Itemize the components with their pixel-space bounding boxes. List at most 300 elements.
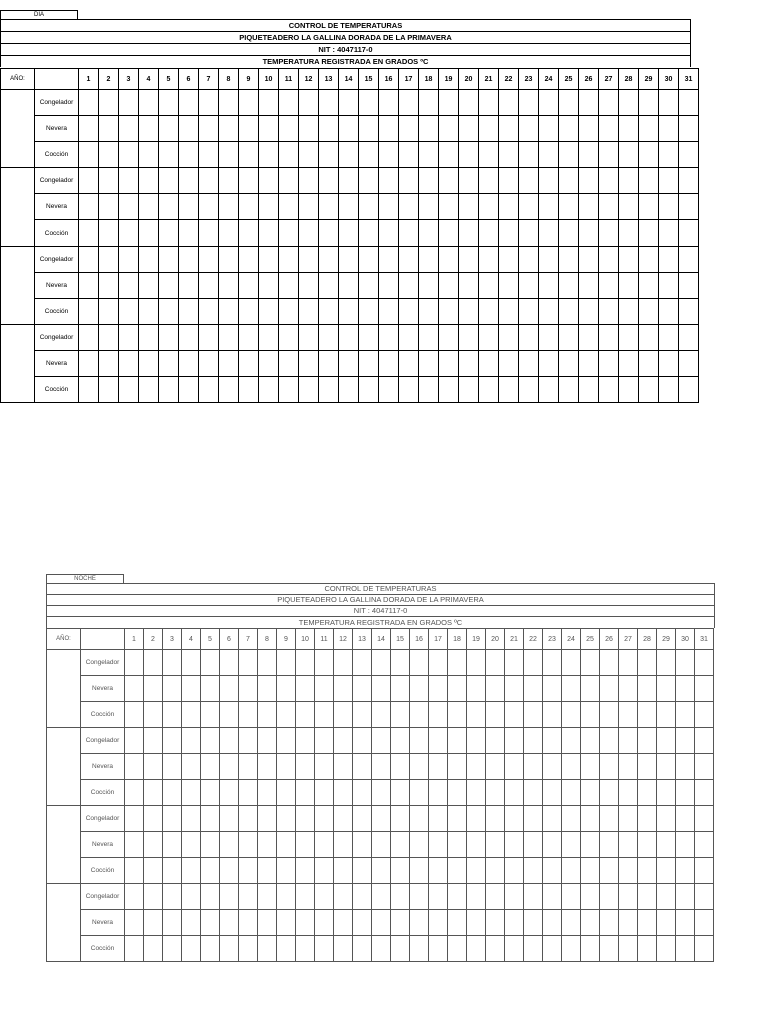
temperature-cell[interactable]	[139, 142, 159, 168]
temperature-cell[interactable]	[299, 350, 319, 376]
temperature-cell[interactable]	[448, 806, 467, 832]
temperature-cell[interactable]	[659, 324, 679, 350]
temperature-cell[interactable]	[353, 884, 372, 910]
temperature-cell[interactable]	[319, 272, 339, 298]
temperature-cell[interactable]	[379, 142, 399, 168]
temperature-cell[interactable]	[315, 884, 334, 910]
temperature-cell[interactable]	[439, 142, 459, 168]
temperature-cell[interactable]	[619, 168, 639, 194]
temperature-cell[interactable]	[486, 884, 505, 910]
temperature-cell[interactable]	[339, 142, 359, 168]
temperature-cell[interactable]	[619, 324, 639, 350]
temperature-cell[interactable]	[419, 272, 439, 298]
temperature-cell[interactable]	[258, 780, 277, 806]
temperature-cell[interactable]	[391, 858, 410, 884]
temperature-cell[interactable]	[179, 194, 199, 220]
temperature-cell[interactable]	[619, 90, 639, 116]
temperature-cell[interactable]	[125, 702, 144, 728]
temperature-cell[interactable]	[524, 832, 543, 858]
temperature-cell[interactable]	[410, 806, 429, 832]
temperature-cell[interactable]	[79, 377, 99, 403]
temperature-cell[interactable]	[258, 858, 277, 884]
temperature-cell[interactable]	[399, 377, 419, 403]
temperature-cell[interactable]	[163, 728, 182, 754]
temperature-cell[interactable]	[79, 272, 99, 298]
temperature-cell[interactable]	[219, 272, 239, 298]
temperature-cell[interactable]	[119, 168, 139, 194]
temperature-cell[interactable]	[505, 936, 524, 962]
temperature-cell[interactable]	[379, 246, 399, 272]
temperature-cell[interactable]	[486, 910, 505, 936]
temperature-cell[interactable]	[144, 676, 163, 702]
temperature-cell[interactable]	[359, 246, 379, 272]
temperature-cell[interactable]	[182, 806, 201, 832]
temperature-cell[interactable]	[599, 116, 619, 142]
temperature-cell[interactable]	[182, 728, 201, 754]
temperature-cell[interactable]	[448, 754, 467, 780]
temperature-cell[interactable]	[125, 858, 144, 884]
temperature-cell[interactable]	[600, 910, 619, 936]
temperature-cell[interactable]	[479, 194, 499, 220]
temperature-cell[interactable]	[467, 936, 486, 962]
temperature-cell[interactable]	[619, 377, 639, 403]
temperature-cell[interactable]	[448, 936, 467, 962]
temperature-cell[interactable]	[543, 806, 562, 832]
temperature-cell[interactable]	[429, 780, 448, 806]
temperature-cell[interactable]	[499, 324, 519, 350]
temperature-cell[interactable]	[79, 194, 99, 220]
temperature-cell[interactable]	[679, 116, 699, 142]
temperature-cell[interactable]	[410, 780, 429, 806]
temperature-cell[interactable]	[399, 142, 419, 168]
temperature-cell[interactable]	[391, 702, 410, 728]
temperature-cell[interactable]	[220, 728, 239, 754]
temperature-cell[interactable]	[391, 754, 410, 780]
temperature-cell[interactable]	[559, 142, 579, 168]
temperature-cell[interactable]	[379, 350, 399, 376]
temperature-cell[interactable]	[201, 676, 220, 702]
temperature-cell[interactable]	[199, 168, 219, 194]
temperature-cell[interactable]	[239, 832, 258, 858]
temperature-cell[interactable]	[258, 702, 277, 728]
temperature-cell[interactable]	[99, 116, 119, 142]
temperature-cell[interactable]	[201, 910, 220, 936]
temperature-cell[interactable]	[239, 806, 258, 832]
temperature-cell[interactable]	[676, 806, 695, 832]
temperature-cell[interactable]	[139, 116, 159, 142]
temperature-cell[interactable]	[679, 350, 699, 376]
temperature-cell[interactable]	[562, 676, 581, 702]
temperature-cell[interactable]	[199, 272, 219, 298]
temperature-cell[interactable]	[579, 220, 599, 246]
temperature-cell[interactable]	[410, 702, 429, 728]
temperature-cell[interactable]	[359, 194, 379, 220]
temperature-cell[interactable]	[139, 298, 159, 324]
temperature-cell[interactable]	[459, 194, 479, 220]
temperature-cell[interactable]	[125, 754, 144, 780]
temperature-cell[interactable]	[119, 194, 139, 220]
temperature-cell[interactable]	[676, 676, 695, 702]
temperature-cell[interactable]	[299, 116, 319, 142]
temperature-cell[interactable]	[201, 650, 220, 676]
temperature-cell[interactable]	[239, 936, 258, 962]
temperature-cell[interactable]	[505, 780, 524, 806]
temperature-cell[interactable]	[439, 116, 459, 142]
temperature-cell[interactable]	[599, 298, 619, 324]
temperature-cell[interactable]	[163, 806, 182, 832]
temperature-cell[interactable]	[562, 806, 581, 832]
temperature-cell[interactable]	[619, 728, 638, 754]
temperature-cell[interactable]	[659, 142, 679, 168]
temperature-cell[interactable]	[581, 728, 600, 754]
temperature-cell[interactable]	[599, 142, 619, 168]
temperature-cell[interactable]	[220, 780, 239, 806]
temperature-cell[interactable]	[559, 324, 579, 350]
temperature-cell[interactable]	[600, 676, 619, 702]
temperature-cell[interactable]	[479, 116, 499, 142]
temperature-cell[interactable]	[239, 272, 259, 298]
temperature-cell[interactable]	[182, 832, 201, 858]
temperature-cell[interactable]	[79, 350, 99, 376]
temperature-cell[interactable]	[505, 832, 524, 858]
temperature-cell[interactable]	[163, 650, 182, 676]
temperature-cell[interactable]	[372, 780, 391, 806]
group-cell[interactable]	[47, 884, 81, 962]
temperature-cell[interactable]	[199, 142, 219, 168]
temperature-cell[interactable]	[448, 780, 467, 806]
temperature-cell[interactable]	[600, 936, 619, 962]
temperature-cell[interactable]	[99, 298, 119, 324]
temperature-cell[interactable]	[296, 676, 315, 702]
temperature-cell[interactable]	[657, 884, 676, 910]
temperature-cell[interactable]	[600, 884, 619, 910]
temperature-cell[interactable]	[539, 272, 559, 298]
temperature-cell[interactable]	[519, 194, 539, 220]
temperature-cell[interactable]	[163, 910, 182, 936]
temperature-cell[interactable]	[159, 116, 179, 142]
temperature-cell[interactable]	[479, 220, 499, 246]
temperature-cell[interactable]	[429, 806, 448, 832]
temperature-cell[interactable]	[391, 806, 410, 832]
temperature-cell[interactable]	[419, 194, 439, 220]
temperature-cell[interactable]	[296, 832, 315, 858]
temperature-cell[interactable]	[539, 194, 559, 220]
temperature-cell[interactable]	[524, 806, 543, 832]
temperature-cell[interactable]	[391, 832, 410, 858]
temperature-cell[interactable]	[524, 702, 543, 728]
temperature-cell[interactable]	[139, 377, 159, 403]
temperature-cell[interactable]	[479, 298, 499, 324]
temperature-cell[interactable]	[679, 168, 699, 194]
temperature-cell[interactable]	[334, 650, 353, 676]
temperature-cell[interactable]	[139, 246, 159, 272]
temperature-cell[interactable]	[410, 832, 429, 858]
temperature-cell[interactable]	[99, 324, 119, 350]
temperature-cell[interactable]	[353, 728, 372, 754]
temperature-cell[interactable]	[638, 858, 657, 884]
temperature-cell[interactable]	[239, 324, 259, 350]
temperature-cell[interactable]	[239, 90, 259, 116]
temperature-cell[interactable]	[505, 754, 524, 780]
temperature-cell[interactable]	[372, 676, 391, 702]
temperature-cell[interactable]	[279, 220, 299, 246]
temperature-cell[interactable]	[179, 272, 199, 298]
temperature-cell[interactable]	[179, 377, 199, 403]
temperature-cell[interactable]	[296, 754, 315, 780]
temperature-cell[interactable]	[659, 246, 679, 272]
temperature-cell[interactable]	[581, 754, 600, 780]
temperature-cell[interactable]	[220, 650, 239, 676]
temperature-cell[interactable]	[315, 754, 334, 780]
temperature-cell[interactable]	[239, 754, 258, 780]
temperature-cell[interactable]	[334, 780, 353, 806]
temperature-cell[interactable]	[399, 194, 419, 220]
temperature-cell[interactable]	[296, 884, 315, 910]
temperature-cell[interactable]	[359, 350, 379, 376]
temperature-cell[interactable]	[679, 142, 699, 168]
temperature-cell[interactable]	[599, 194, 619, 220]
temperature-cell[interactable]	[258, 936, 277, 962]
temperature-cell[interactable]	[579, 298, 599, 324]
temperature-cell[interactable]	[543, 910, 562, 936]
temperature-cell[interactable]	[391, 650, 410, 676]
temperature-cell[interactable]	[459, 90, 479, 116]
temperature-cell[interactable]	[499, 298, 519, 324]
temperature-cell[interactable]	[479, 90, 499, 116]
temperature-cell[interactable]	[505, 702, 524, 728]
temperature-cell[interactable]	[559, 272, 579, 298]
temperature-cell[interactable]	[239, 116, 259, 142]
temperature-cell[interactable]	[353, 832, 372, 858]
temperature-cell[interactable]	[182, 780, 201, 806]
temperature-cell[interactable]	[659, 298, 679, 324]
temperature-cell[interactable]	[379, 168, 399, 194]
temperature-cell[interactable]	[448, 910, 467, 936]
temperature-cell[interactable]	[599, 272, 619, 298]
temperature-cell[interactable]	[579, 194, 599, 220]
temperature-cell[interactable]	[339, 350, 359, 376]
temperature-cell[interactable]	[125, 728, 144, 754]
temperature-cell[interactable]	[599, 377, 619, 403]
temperature-cell[interactable]	[359, 142, 379, 168]
temperature-cell[interactable]	[119, 324, 139, 350]
temperature-cell[interactable]	[99, 377, 119, 403]
temperature-cell[interactable]	[399, 220, 419, 246]
temperature-cell[interactable]	[679, 377, 699, 403]
temperature-cell[interactable]	[259, 116, 279, 142]
temperature-cell[interactable]	[179, 246, 199, 272]
temperature-cell[interactable]	[179, 350, 199, 376]
temperature-cell[interactable]	[429, 676, 448, 702]
temperature-cell[interactable]	[581, 780, 600, 806]
temperature-cell[interactable]	[659, 90, 679, 116]
temperature-cell[interactable]	[486, 858, 505, 884]
temperature-cell[interactable]	[581, 650, 600, 676]
temperature-cell[interactable]	[639, 324, 659, 350]
temperature-cell[interactable]	[679, 194, 699, 220]
temperature-cell[interactable]	[239, 728, 258, 754]
temperature-cell[interactable]	[279, 90, 299, 116]
temperature-cell[interactable]	[119, 298, 139, 324]
temperature-cell[interactable]	[439, 194, 459, 220]
temperature-cell[interactable]	[562, 780, 581, 806]
temperature-cell[interactable]	[429, 702, 448, 728]
temperature-cell[interactable]	[219, 298, 239, 324]
group-cell[interactable]	[1, 324, 35, 402]
temperature-cell[interactable]	[467, 650, 486, 676]
temperature-cell[interactable]	[439, 377, 459, 403]
temperature-cell[interactable]	[419, 142, 439, 168]
temperature-cell[interactable]	[581, 806, 600, 832]
temperature-cell[interactable]	[619, 676, 638, 702]
temperature-cell[interactable]	[201, 754, 220, 780]
temperature-cell[interactable]	[159, 350, 179, 376]
temperature-cell[interactable]	[339, 324, 359, 350]
temperature-cell[interactable]	[679, 220, 699, 246]
temperature-cell[interactable]	[619, 754, 638, 780]
temperature-cell[interactable]	[499, 142, 519, 168]
temperature-cell[interactable]	[334, 702, 353, 728]
temperature-cell[interactable]	[339, 168, 359, 194]
temperature-cell[interactable]	[467, 702, 486, 728]
temperature-cell[interactable]	[505, 858, 524, 884]
temperature-cell[interactable]	[600, 832, 619, 858]
temperature-cell[interactable]	[695, 858, 714, 884]
temperature-cell[interactable]	[259, 246, 279, 272]
temperature-cell[interactable]	[679, 246, 699, 272]
temperature-cell[interactable]	[163, 702, 182, 728]
temperature-cell[interactable]	[467, 884, 486, 910]
temperature-cell[interactable]	[562, 858, 581, 884]
temperature-cell[interactable]	[599, 350, 619, 376]
temperature-cell[interactable]	[659, 194, 679, 220]
temperature-cell[interactable]	[639, 220, 659, 246]
temperature-cell[interactable]	[391, 676, 410, 702]
temperature-cell[interactable]	[562, 884, 581, 910]
group-cell[interactable]	[47, 650, 81, 728]
temperature-cell[interactable]	[479, 324, 499, 350]
temperature-cell[interactable]	[499, 116, 519, 142]
temperature-cell[interactable]	[639, 142, 659, 168]
temperature-cell[interactable]	[139, 168, 159, 194]
temperature-cell[interactable]	[581, 702, 600, 728]
temperature-cell[interactable]	[239, 676, 258, 702]
temperature-cell[interactable]	[695, 832, 714, 858]
temperature-cell[interactable]	[299, 168, 319, 194]
temperature-cell[interactable]	[695, 676, 714, 702]
temperature-cell[interactable]	[399, 324, 419, 350]
temperature-cell[interactable]	[410, 884, 429, 910]
temperature-cell[interactable]	[679, 298, 699, 324]
temperature-cell[interactable]	[296, 858, 315, 884]
temperature-cell[interactable]	[676, 936, 695, 962]
temperature-cell[interactable]	[125, 806, 144, 832]
temperature-cell[interactable]	[410, 936, 429, 962]
temperature-cell[interactable]	[334, 832, 353, 858]
temperature-cell[interactable]	[319, 246, 339, 272]
temperature-cell[interactable]	[479, 142, 499, 168]
temperature-cell[interactable]	[559, 377, 579, 403]
temperature-cell[interactable]	[399, 116, 419, 142]
temperature-cell[interactable]	[459, 350, 479, 376]
temperature-cell[interactable]	[419, 168, 439, 194]
temperature-cell[interactable]	[279, 350, 299, 376]
temperature-cell[interactable]	[163, 780, 182, 806]
temperature-cell[interactable]	[639, 116, 659, 142]
temperature-cell[interactable]	[319, 220, 339, 246]
temperature-cell[interactable]	[391, 936, 410, 962]
temperature-cell[interactable]	[219, 377, 239, 403]
temperature-cell[interactable]	[163, 754, 182, 780]
temperature-cell[interactable]	[159, 324, 179, 350]
temperature-cell[interactable]	[429, 832, 448, 858]
temperature-cell[interactable]	[419, 298, 439, 324]
temperature-cell[interactable]	[543, 676, 562, 702]
temperature-cell[interactable]	[220, 884, 239, 910]
temperature-cell[interactable]	[99, 220, 119, 246]
temperature-cell[interactable]	[619, 910, 638, 936]
temperature-cell[interactable]	[259, 272, 279, 298]
temperature-cell[interactable]	[299, 142, 319, 168]
temperature-cell[interactable]	[638, 702, 657, 728]
temperature-cell[interactable]	[695, 910, 714, 936]
temperature-cell[interactable]	[657, 780, 676, 806]
temperature-cell[interactable]	[410, 650, 429, 676]
temperature-cell[interactable]	[296, 728, 315, 754]
temperature-cell[interactable]	[559, 116, 579, 142]
temperature-cell[interactable]	[277, 754, 296, 780]
temperature-cell[interactable]	[159, 298, 179, 324]
temperature-cell[interactable]	[279, 116, 299, 142]
temperature-cell[interactable]	[372, 806, 391, 832]
temperature-cell[interactable]	[479, 377, 499, 403]
temperature-cell[interactable]	[676, 780, 695, 806]
temperature-cell[interactable]	[399, 350, 419, 376]
temperature-cell[interactable]	[619, 272, 639, 298]
temperature-cell[interactable]	[619, 702, 638, 728]
temperature-cell[interactable]	[524, 936, 543, 962]
temperature-cell[interactable]	[144, 780, 163, 806]
temperature-cell[interactable]	[657, 702, 676, 728]
temperature-cell[interactable]	[519, 220, 539, 246]
temperature-cell[interactable]	[467, 858, 486, 884]
temperature-cell[interactable]	[499, 377, 519, 403]
temperature-cell[interactable]	[486, 754, 505, 780]
temperature-cell[interactable]	[372, 728, 391, 754]
temperature-cell[interactable]	[139, 220, 159, 246]
temperature-cell[interactable]	[125, 884, 144, 910]
temperature-cell[interactable]	[258, 728, 277, 754]
temperature-cell[interactable]	[315, 806, 334, 832]
group-cell[interactable]	[47, 806, 81, 884]
temperature-cell[interactable]	[439, 90, 459, 116]
temperature-cell[interactable]	[219, 90, 239, 116]
temperature-cell[interactable]	[219, 116, 239, 142]
temperature-cell[interactable]	[562, 910, 581, 936]
temperature-cell[interactable]	[439, 350, 459, 376]
temperature-cell[interactable]	[119, 377, 139, 403]
temperature-cell[interactable]	[505, 728, 524, 754]
temperature-cell[interactable]	[581, 884, 600, 910]
temperature-cell[interactable]	[139, 194, 159, 220]
temperature-cell[interactable]	[277, 728, 296, 754]
temperature-cell[interactable]	[439, 168, 459, 194]
temperature-cell[interactable]	[639, 168, 659, 194]
temperature-cell[interactable]	[619, 650, 638, 676]
temperature-cell[interactable]	[429, 936, 448, 962]
temperature-cell[interactable]	[125, 676, 144, 702]
temperature-cell[interactable]	[163, 858, 182, 884]
